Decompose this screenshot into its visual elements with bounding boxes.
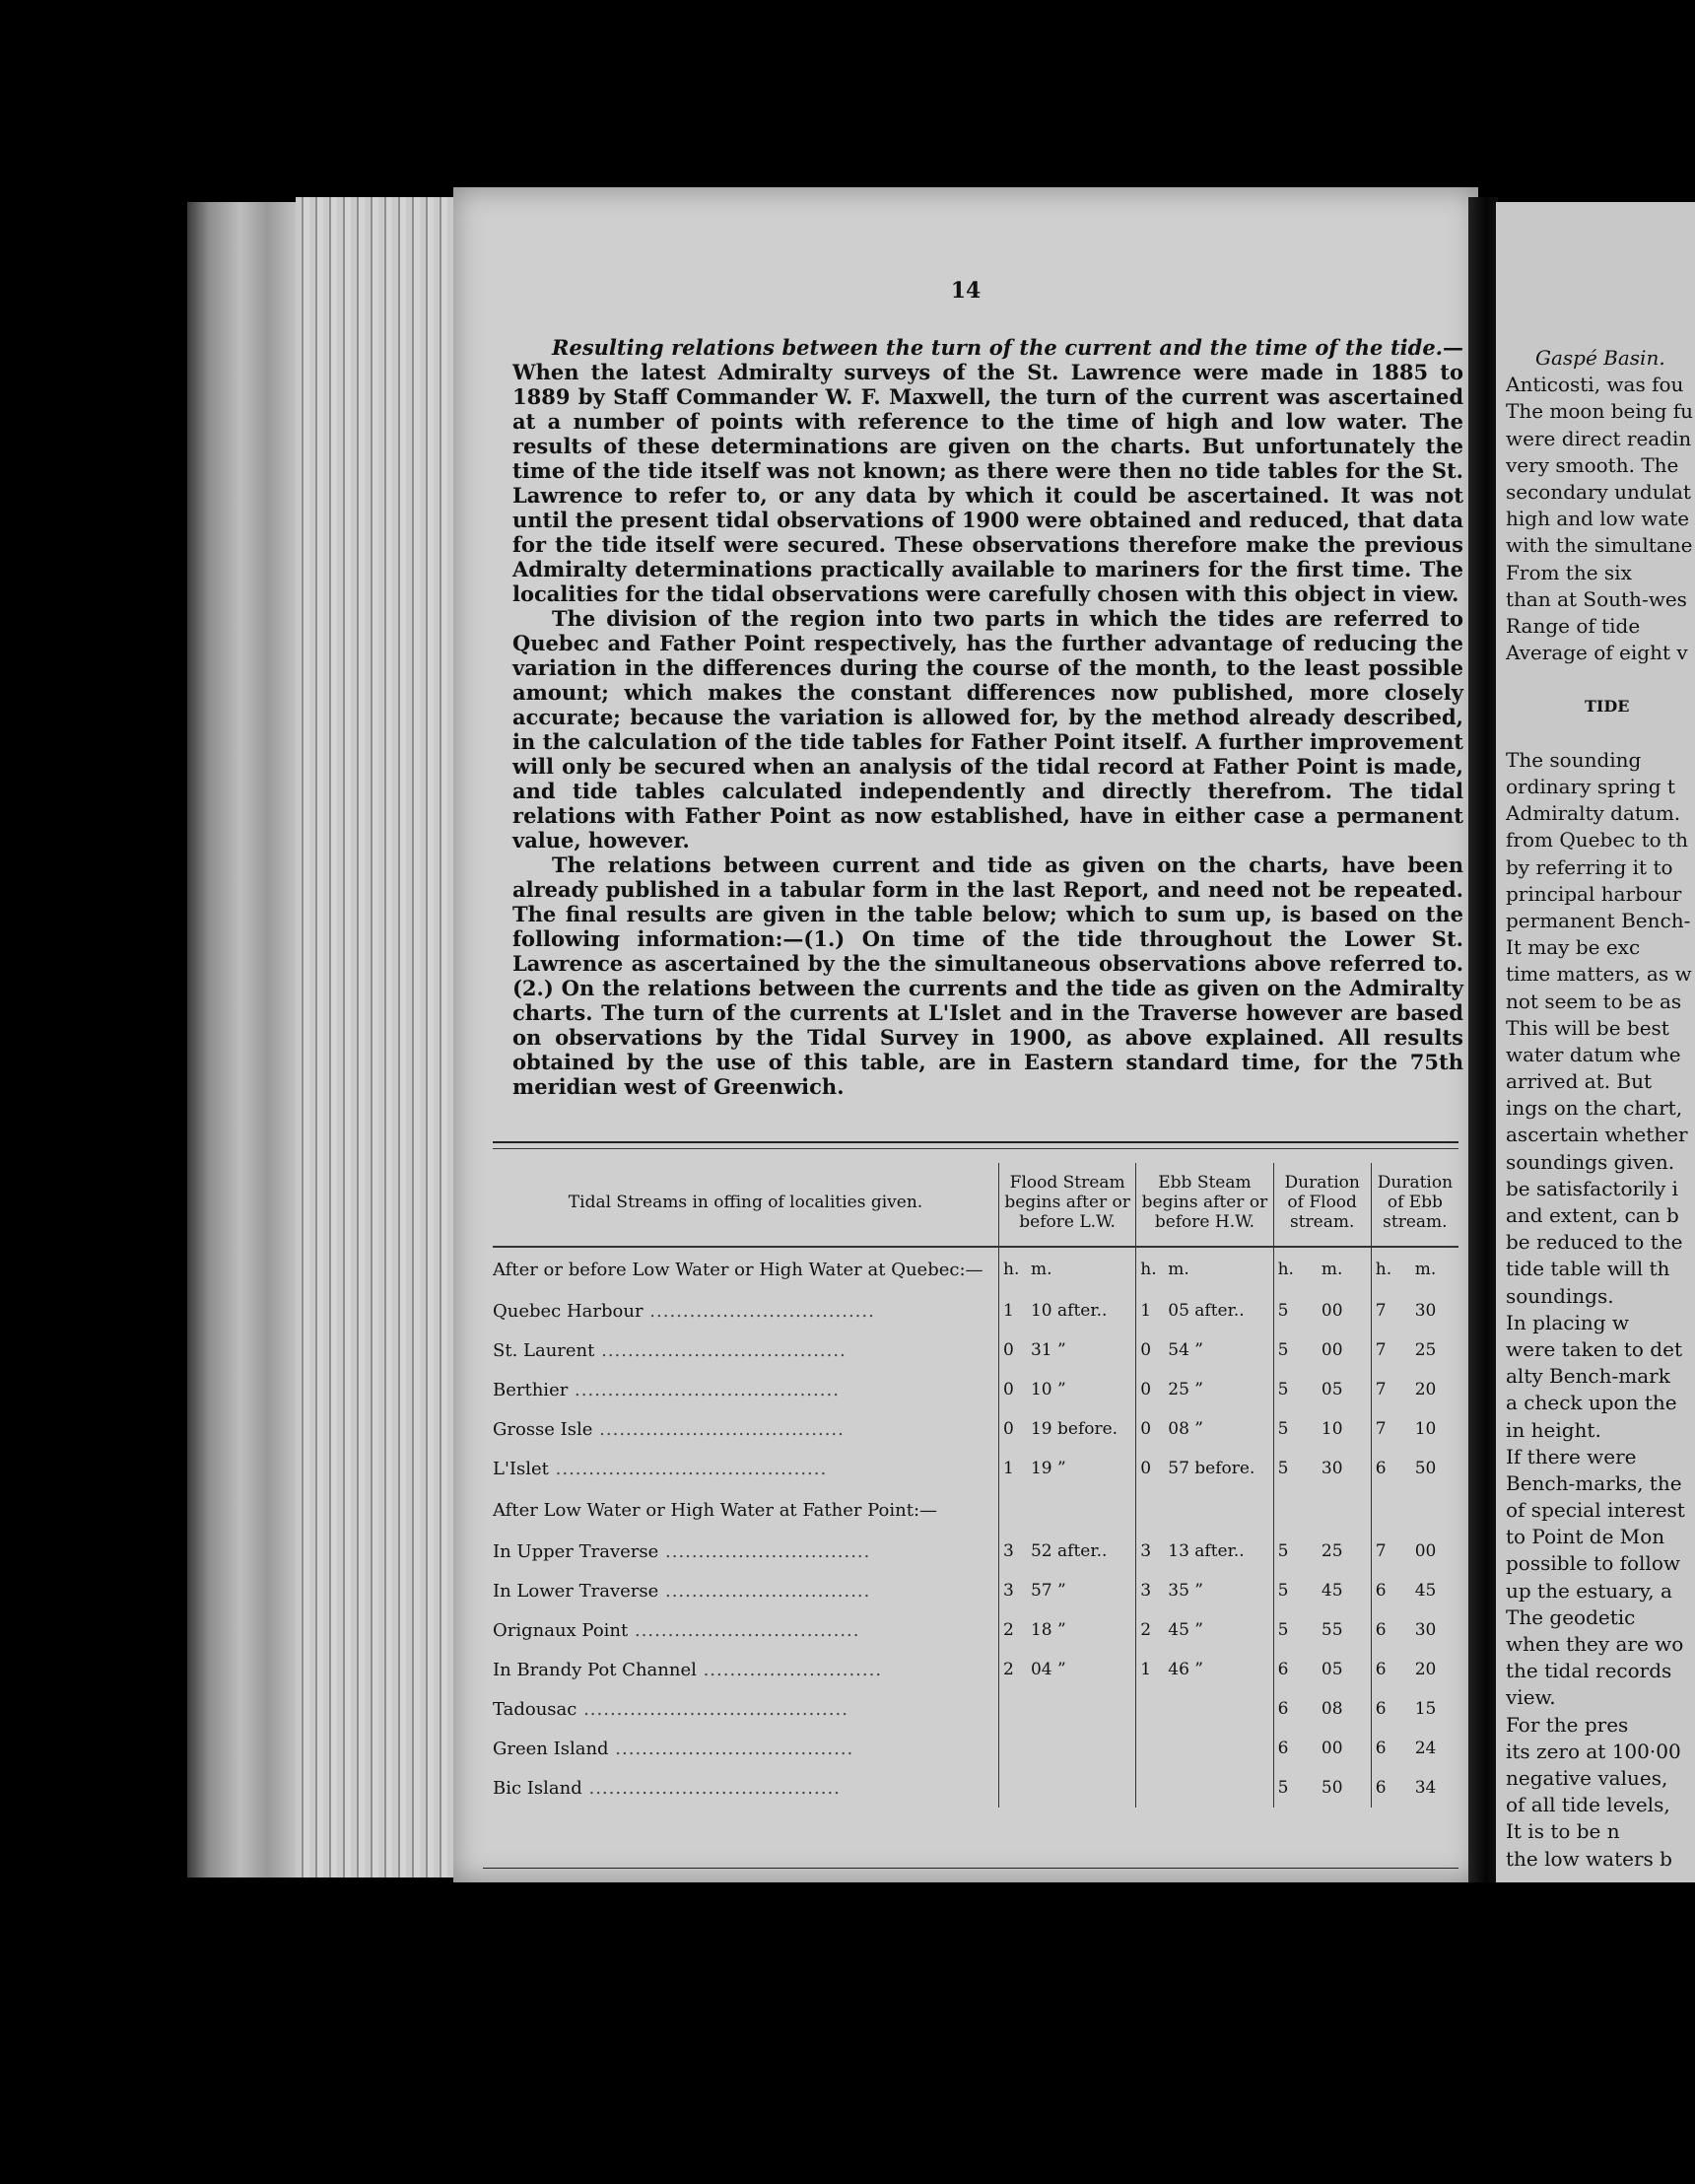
ebb-minutes: 54 ” xyxy=(1168,1340,1203,1360)
flood-hours: 3 xyxy=(999,1571,1027,1610)
table-header-row xyxy=(493,1163,1458,1247)
section-quebec-label: After or before Low Water or High Water at Quebec:— xyxy=(493,1259,983,1280)
duration-ebb-minutes: 20 xyxy=(1414,1380,1437,1399)
right-page xyxy=(1496,202,1695,1882)
locality-name xyxy=(493,1449,999,1488)
empty-cell xyxy=(999,1488,1027,1532)
ebb-hours: 0 xyxy=(1136,1449,1164,1488)
right-page-line: This will be best xyxy=(1506,1015,1669,1040)
book-page-stack xyxy=(296,197,453,1877)
duration-flood-minutes: 05 xyxy=(1321,1660,1343,1679)
table-row xyxy=(493,1409,1458,1449)
right-page-line: than at South-wes xyxy=(1506,586,1687,611)
flood-hours xyxy=(999,1689,1027,1729)
right-page-line: a check upon the xyxy=(1506,1391,1677,1415)
empty-cell xyxy=(1027,1488,1136,1532)
right-page-line: negative values, xyxy=(1506,1765,1668,1790)
right-page-line: TIDE xyxy=(1585,697,1630,717)
section-quebec-row xyxy=(493,1247,1458,1291)
ebb-hours: 0 xyxy=(1136,1409,1164,1449)
locality-name xyxy=(493,1331,999,1370)
locality-label: Berthier xyxy=(493,1379,569,1400)
flood-minutes: 19 before. xyxy=(1030,1419,1119,1439)
locality-name xyxy=(493,1729,999,1768)
flood-minutes: 19 ” xyxy=(1030,1459,1066,1478)
duration-flood-hours: 5 xyxy=(1273,1370,1318,1409)
table-row xyxy=(493,1610,1458,1650)
locality-label: Tadousac xyxy=(493,1698,577,1720)
right-page-line: up the estuary, a xyxy=(1506,1578,1672,1603)
duration-ebb-hours: 6 xyxy=(1371,1449,1410,1488)
leader-dots: ...................................... xyxy=(581,1777,841,1799)
locality-label: St. Laurent xyxy=(493,1339,595,1361)
right-page-line: were taken to det xyxy=(1506,1336,1682,1361)
ebb-hours: 3 xyxy=(1136,1571,1164,1610)
flood-hours xyxy=(999,1768,1027,1808)
right-page-line: ascertain whether xyxy=(1506,1123,1688,1147)
locality-label: In Brandy Pot Channel xyxy=(493,1659,697,1680)
duration-ebb-hours: 6 xyxy=(1371,1768,1410,1808)
duration-ebb-minutes: 30 xyxy=(1414,1301,1437,1321)
paragraph-2: The division of the region into two parts in which the tides are referred to Quebec and Father Point respectively, has the further advantage of reducing the variation in the differences during the course of the month, to the least possible amount; which makes the constant differences now published, more closely accurate; because the variation is allowed for, by the method already described, in the calculation of the tide tables for Father Point itself. A further improvement will only be secured when an analysis of the tidal record at Father Point is made, and tide tables calculated independently and directly therefrom. The tidal relations with Father Point as now established, have in either case a permanent value, however. xyxy=(512,606,1463,853)
locality-label: Orignaux Point xyxy=(493,1619,629,1641)
duration-ebb-minutes: 24 xyxy=(1414,1739,1437,1758)
leader-dots: ..................................... xyxy=(594,1339,847,1361)
duration-flood-hours: 6 xyxy=(1273,1650,1318,1689)
flood-minutes xyxy=(1027,1729,1136,1768)
locality-label: Quebec Harbour xyxy=(493,1300,644,1322)
locality-name xyxy=(493,1610,999,1650)
duration-ebb-minutes: 34 xyxy=(1414,1778,1437,1798)
flood-minutes: 10 ” xyxy=(1030,1380,1066,1399)
flood-minutes: 31 ” xyxy=(1030,1340,1066,1360)
table-bottom-rule xyxy=(483,1868,1458,1869)
duration-ebb-hours: 7 xyxy=(1371,1370,1410,1409)
right-page-line: in height. xyxy=(1506,1417,1601,1442)
duration-flood-minutes: 45 xyxy=(1321,1581,1343,1601)
right-page-line: It may be exc xyxy=(1506,935,1641,960)
right-page-line: Anticosti, was fou xyxy=(1506,373,1684,397)
duration-flood-hours: 5 xyxy=(1273,1532,1318,1571)
right-page-line: principal harbour xyxy=(1506,881,1682,906)
duration-ebb-hours: 7 xyxy=(1371,1409,1410,1449)
flood-hours: 1 xyxy=(999,1291,1027,1331)
locality-label: L'Islet xyxy=(493,1458,549,1479)
ebb-hours xyxy=(1136,1768,1164,1808)
empty-cell xyxy=(1273,1488,1318,1532)
duration-flood-hours: 5 xyxy=(1273,1291,1318,1331)
right-page-line: time matters, as w xyxy=(1506,962,1692,987)
right-page-line: Admiralty datum. xyxy=(1506,801,1681,826)
right-page-line: and extent, can b xyxy=(1506,1203,1679,1227)
section-father-label: After Low Water or High Water at Father Point:— xyxy=(493,1499,938,1521)
right-page-line: Bench-marks, the xyxy=(1506,1470,1682,1495)
table-row xyxy=(493,1291,1458,1331)
lead-heading: Resulting relations between the turn of the current and the time of the tide. xyxy=(552,335,1443,360)
flood-minutes: 10 after.. xyxy=(1030,1301,1108,1321)
locality-label: In Lower Traverse xyxy=(493,1580,659,1602)
right-page-line: arrived at. But xyxy=(1506,1069,1653,1094)
ebb-hours: 2 xyxy=(1136,1610,1164,1650)
duration-flood-minutes: 00 xyxy=(1321,1739,1343,1758)
leader-dots: ..................................... xyxy=(592,1418,845,1440)
duration-ebb-hours: 7 xyxy=(1371,1331,1410,1370)
ebb-hours: 1 xyxy=(1136,1291,1164,1331)
empty-cell xyxy=(1318,1488,1371,1532)
ebb-hours xyxy=(1136,1689,1164,1729)
ebb-hours: 0 xyxy=(1136,1331,1164,1370)
table-row xyxy=(493,1532,1458,1571)
leader-dots: ........................... xyxy=(696,1659,883,1680)
duration-flood-hours: 5 xyxy=(1273,1449,1318,1488)
ebb-minutes: 35 ” xyxy=(1168,1581,1203,1601)
right-page-line: by referring it to xyxy=(1506,854,1673,879)
section-father-row xyxy=(493,1488,1458,1532)
empty-cell xyxy=(1136,1488,1164,1532)
leader-dots: ........................................ xyxy=(576,1698,848,1720)
duration-ebb-hours: 7 xyxy=(1371,1532,1410,1571)
flood-minutes: 04 ” xyxy=(1030,1660,1066,1679)
duration-flood-minutes: 10 xyxy=(1321,1419,1343,1439)
right-page-text xyxy=(1506,345,1695,1873)
right-page-line: to Point de Mon xyxy=(1506,1525,1665,1549)
right-page-line: alty Bench-mark xyxy=(1506,1364,1670,1389)
right-page-line: soundings. xyxy=(1506,1283,1614,1308)
right-page-line: high and low wate xyxy=(1506,507,1690,531)
ebb-hours: 1 xyxy=(1136,1650,1164,1689)
right-page-line: of all tide levels, xyxy=(1506,1793,1670,1817)
duration-flood-hours: 5 xyxy=(1273,1409,1318,1449)
right-page-line: were direct readin xyxy=(1506,426,1692,450)
ebb-minutes xyxy=(1164,1729,1273,1768)
page-number: 14 xyxy=(950,278,982,304)
locality-name xyxy=(493,1291,999,1331)
right-page-line: its zero at 100·00 xyxy=(1506,1739,1681,1763)
duration-ebb-minutes: 25 xyxy=(1414,1340,1437,1360)
right-page-line: soundings given. xyxy=(1506,1149,1675,1174)
header-duration-ebb: Duration of Ebb stream. xyxy=(1371,1163,1458,1247)
right-page-line: view. xyxy=(1506,1685,1556,1710)
unit-h: h. xyxy=(1273,1247,1318,1291)
right-page-line: with the simultane xyxy=(1506,533,1693,558)
locality-name xyxy=(493,1650,999,1689)
unit-m: m. xyxy=(1030,1260,1052,1279)
duration-flood-minutes: 00 xyxy=(1321,1340,1343,1360)
table-row xyxy=(493,1370,1458,1409)
right-page-line: the tidal records xyxy=(1506,1659,1672,1683)
table-row xyxy=(493,1768,1458,1808)
right-page-line: For the pres xyxy=(1506,1712,1629,1737)
duration-ebb-hours: 7 xyxy=(1371,1291,1410,1331)
header-duration-flood: Duration of Flood stream. xyxy=(1273,1163,1371,1247)
leader-dots: .................................... xyxy=(608,1738,854,1759)
duration-flood-minutes: 50 xyxy=(1321,1778,1343,1798)
paragraph-3: The relations between current and tide as given on the charts, have been already published in a tabular form in the last Report, and need not be repeated. The final results are given in the table below; which to sum up, is based on the following information:—(1.) On time of the tide throughout the Lower St. Lawrence as ascertained by the the simultaneous observations above referred to. (2.) On the relations between the currents and the tide as given on the Admiralty charts. The turn of the currents at L'Islet and in the Traverse however are based on observations by the Tidal Survey in 1900, as above explained. All results obtained by the use of this table, are in Eastern standard time, for the 75th meridian west of Greenwich. xyxy=(512,853,1463,1099)
right-page-line: be satisfactorily i xyxy=(1506,1176,1678,1200)
table-row xyxy=(493,1331,1458,1370)
ebb-minutes: 45 ” xyxy=(1168,1620,1203,1640)
leader-dots: .................................. xyxy=(643,1300,875,1322)
locality-label: Grosse Isle xyxy=(493,1418,593,1440)
flood-hours: 1 xyxy=(999,1449,1027,1488)
duration-flood-hours: 6 xyxy=(1273,1729,1318,1768)
ebb-hours xyxy=(1136,1729,1164,1768)
duration-flood-minutes: 05 xyxy=(1321,1380,1343,1399)
duration-ebb-minutes: 45 xyxy=(1414,1581,1437,1601)
locality-name xyxy=(493,1689,999,1729)
right-page-line: be reduced to the xyxy=(1506,1230,1683,1255)
locality-label: Bic Island xyxy=(493,1777,582,1799)
table-row xyxy=(493,1449,1458,1488)
table-row xyxy=(493,1729,1458,1768)
duration-ebb-minutes: 50 xyxy=(1414,1459,1437,1478)
duration-flood-minutes: 25 xyxy=(1321,1541,1343,1561)
ebb-minutes: 57 before. xyxy=(1168,1459,1255,1478)
empty-cell xyxy=(1164,1488,1273,1532)
unit-h: h. xyxy=(1371,1247,1410,1291)
header-flood: Flood Stream begins after or before L.W. xyxy=(999,1163,1136,1247)
flood-minutes: 52 after.. xyxy=(1030,1541,1108,1561)
ebb-minutes: 25 ” xyxy=(1168,1380,1203,1399)
right-page-line xyxy=(1506,666,1695,693)
duration-flood-hours: 5 xyxy=(1273,1610,1318,1650)
flood-hours: 3 xyxy=(999,1532,1027,1571)
locality-name xyxy=(493,1768,999,1808)
leader-dots: ........................................ xyxy=(568,1379,840,1400)
right-page-line: when they are wo xyxy=(1506,1632,1684,1656)
duration-ebb-hours: 6 xyxy=(1371,1571,1410,1610)
left-page xyxy=(453,187,1478,1882)
locality-label: In Upper Traverse xyxy=(493,1540,659,1562)
ebb-minutes: 46 ” xyxy=(1168,1660,1203,1679)
right-page-line: tide table will th xyxy=(1506,1257,1670,1281)
unit-h: h. xyxy=(999,1247,1027,1291)
flood-minutes xyxy=(1027,1768,1136,1808)
duration-flood-minutes: 55 xyxy=(1321,1620,1343,1640)
right-page-line: secondary undulat xyxy=(1506,479,1691,504)
flood-hours xyxy=(999,1729,1027,1768)
ebb-hours: 3 xyxy=(1136,1532,1164,1571)
table-top-rule xyxy=(493,1141,1458,1143)
right-page-line: If there were xyxy=(1506,1444,1637,1468)
flood-hours: 0 xyxy=(999,1370,1027,1409)
flood-minutes xyxy=(1027,1689,1136,1729)
duration-flood-hours: 5 xyxy=(1273,1331,1318,1370)
ebb-minutes: 13 after.. xyxy=(1168,1541,1245,1561)
leader-dots: ......................................... xyxy=(548,1458,828,1479)
leader-dots: .................................. xyxy=(628,1619,860,1641)
tidal-streams-table xyxy=(493,1163,1458,1808)
right-page-line: from Quebec to th xyxy=(1506,828,1688,853)
ebb-minutes xyxy=(1164,1768,1273,1808)
right-page-line: The geodetic xyxy=(1506,1604,1636,1629)
right-page-line: possible to follow xyxy=(1506,1551,1680,1576)
right-page-line: From the six xyxy=(1506,560,1632,584)
flood-minutes: 57 ” xyxy=(1030,1581,1066,1601)
unit-m: m. xyxy=(1168,1260,1189,1279)
right-page-line: Range of tide xyxy=(1506,613,1641,638)
right-page-line: The moon being fu xyxy=(1506,399,1694,424)
right-page-line: very smooth. The xyxy=(1506,452,1679,477)
duration-ebb-minutes: 15 xyxy=(1414,1699,1437,1719)
locality-label: Green Island xyxy=(493,1738,609,1759)
empty-cell xyxy=(1371,1488,1410,1532)
right-page-line: water datum whe xyxy=(1506,1042,1681,1066)
right-page-line: permanent Bench- xyxy=(1506,908,1691,932)
locality-name xyxy=(493,1532,999,1571)
duration-flood-hours: 6 xyxy=(1273,1689,1318,1729)
right-page-line: Gaspé Basin. xyxy=(1535,346,1665,370)
duration-ebb-hours: 6 xyxy=(1371,1729,1410,1768)
ebb-minutes xyxy=(1164,1689,1273,1729)
right-page-line: Average of eight v xyxy=(1506,641,1688,665)
right-page-line: not seem to be as xyxy=(1506,989,1682,1013)
duration-flood-minutes: 08 xyxy=(1321,1699,1343,1719)
duration-ebb-hours: 6 xyxy=(1371,1610,1410,1650)
duration-flood-hours: 5 xyxy=(1273,1768,1318,1808)
paragraph-1-text: —When the latest Admiralty surveys of the St. Lawrence were made in 1885 to 1889 by Staff Commander W. F. Maxwell, the turn of the current was ascertained at a number of points with reference to the time of high and low water. The results of these determinations are given on the charts. But unfortunately the time of the tide itself was not known; as there were then no tide tables for the St. Lawrence to refer to, or any data by which it could be ascertained. It was not until the present tidal observations of 1900 were obtained and reduced, that data for the tide itself were secured. These observations therefore make the previous Admiralty determinations practically available to mariners for the first time. The localities for the tidal observations were carefully chosen with this object in view. xyxy=(512,335,1463,606)
duration-flood-minutes: 30 xyxy=(1321,1459,1343,1478)
flood-hours: 2 xyxy=(999,1650,1027,1689)
empty-cell xyxy=(1411,1488,1458,1532)
ebb-minutes: 08 ” xyxy=(1168,1419,1203,1439)
duration-ebb-minutes: 00 xyxy=(1414,1541,1437,1561)
table-row xyxy=(493,1689,1458,1729)
duration-ebb-minutes: 20 xyxy=(1414,1660,1437,1679)
duration-ebb-hours: 6 xyxy=(1371,1650,1410,1689)
locality-name xyxy=(493,1370,999,1409)
unit-m: m. xyxy=(1414,1260,1437,1279)
duration-flood-hours: 5 xyxy=(1273,1571,1318,1610)
right-page-line: the low waters b xyxy=(1506,1846,1672,1871)
header-localities: Tidal Streams in offing of localities given. xyxy=(493,1163,999,1247)
leader-dots: ............................... xyxy=(658,1540,871,1562)
right-page-line: ings on the chart, xyxy=(1506,1096,1683,1121)
right-page-line: It is to be n xyxy=(1506,1819,1620,1844)
right-page-line: ordinary spring t xyxy=(1506,775,1675,798)
right-page-line: In placing w xyxy=(1506,1310,1630,1334)
header-ebb: Ebb Steam begins after or before H.W. xyxy=(1136,1163,1273,1247)
flood-hours: 2 xyxy=(999,1610,1027,1650)
table-row xyxy=(493,1650,1458,1689)
unit-m: m. xyxy=(1321,1260,1343,1279)
book-gutter xyxy=(1468,197,1498,1882)
duration-ebb-minutes: 10 xyxy=(1414,1419,1437,1439)
duration-ebb-hours: 6 xyxy=(1371,1689,1410,1729)
locality-name xyxy=(493,1409,999,1449)
leader-dots: ............................... xyxy=(658,1580,871,1602)
flood-hours: 0 xyxy=(999,1331,1027,1370)
paragraph-1 xyxy=(512,335,1463,606)
ebb-minutes: 05 after.. xyxy=(1168,1301,1245,1321)
body-text xyxy=(512,335,1463,1099)
right-page-line: The sounding xyxy=(1506,747,1642,772)
unit-h: h. xyxy=(1136,1247,1164,1291)
ebb-hours: 0 xyxy=(1136,1370,1164,1409)
flood-minutes: 18 ” xyxy=(1030,1620,1066,1640)
locality-name xyxy=(493,1571,999,1610)
right-page-line: of special interest xyxy=(1506,1498,1685,1523)
table-row xyxy=(493,1571,1458,1610)
flood-hours: 0 xyxy=(999,1409,1027,1449)
table-top-rule-inner xyxy=(493,1148,1458,1149)
duration-flood-minutes: 00 xyxy=(1321,1301,1343,1321)
duration-ebb-minutes: 30 xyxy=(1414,1620,1437,1640)
right-page-line xyxy=(1506,720,1695,747)
